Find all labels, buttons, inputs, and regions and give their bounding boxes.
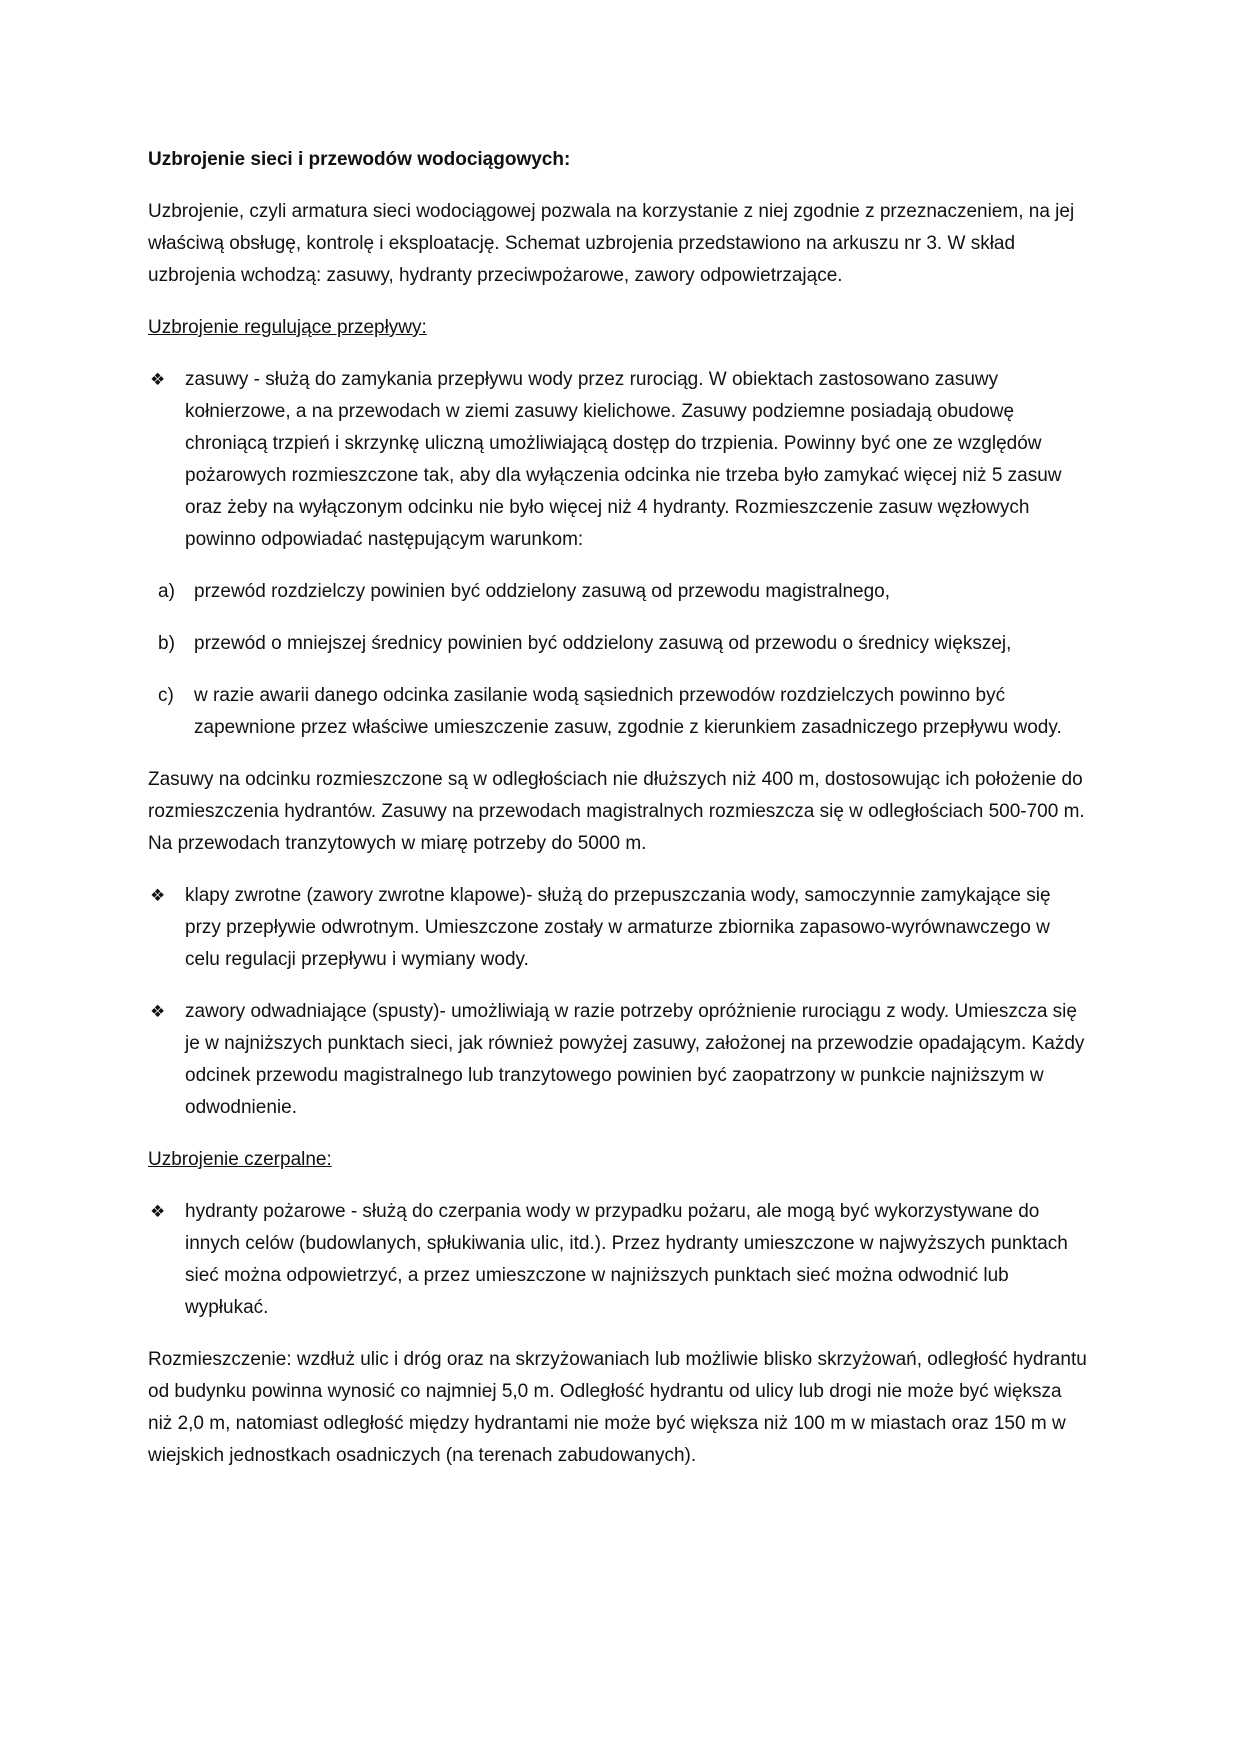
list-item-text: klapy zwrotne (zawory zwrotne klapowe)- służą do przepuszczania wody, samoczynnie zamykające się przy przepływie odwrotnym. Umieszczone zostały w armaturze zbiornika zapasowo-wyrównawczego w celu regulacji przepływu i wymiany wody. xyxy=(185,885,1051,970)
condition-letter: a) xyxy=(158,581,175,602)
placement-paragraph: Rozmieszczenie: wzdłuż ulic i dróg oraz na skrzyżowaniach lub możliwie blisko skrzyżowań, odległość hydrantu od budynku powinna wynosić co najmniej 5,0 m. Odległość hydrantu od ulicy lub drogi nie może być większa niż 2,0 m, natomiast odległość między hydrantami nie może być większa niż 100 m w miastach oraz 150 m w wiejskich jednostkach osadniczych (na terenach zabudowanych). xyxy=(148,1349,1087,1466)
diamond-bullet-icon: ❖ xyxy=(150,1202,166,1221)
condition-text: przewód o mniejszej średnicy powinien być oddzielony zasuwą od przewodu o średnicy większej, xyxy=(194,633,1012,654)
document-page xyxy=(148,144,1088,1492)
diamond-bullet-icon: ❖ xyxy=(150,886,166,905)
diamond-bullet-icon: ❖ xyxy=(150,370,166,389)
condition-item-a xyxy=(148,576,1088,608)
list-item-text: hydranty pożarowe - służą do czerpania wody w przypadku pożaru, ale mogą być wykorzystywane do innych celów (budowlanych, spłukiwania ulic, itd.). Przez hydranty umieszczone w najwyższych punktach sieć można odpowietrzyć, a przez umieszczone w najniższych punktach sieć można odwodnić lub wypłukać. xyxy=(185,1201,1068,1318)
list-item-zasuwy xyxy=(148,364,1088,556)
distance-paragraph: Zasuwy na odcinku rozmieszczone są w odległościach nie dłuższych niż 400 m, dostosowując ich położenie do rozmieszczenia hydrantów. Zasuwy na przewodach magistralnych rozmieszcza się w odległościach 500-700 m. Na przewodach tranzytowych w miarę potrzeby do 5000 m. xyxy=(148,769,1085,854)
document-title: Uzbrojenie sieci i przewodów wodociągowych: xyxy=(148,149,571,170)
intro-paragraph: Uzbrojenie, czyli armatura sieci wodociągowej pozwala na korzystanie z niej zgodnie z przeznaczeniem, na jej właściwą obsługę, kontrolę i eksploatację. Schemat uzbrojenia przedstawiono na arkuszu nr 3. W skład uzbrojenia wchodzą: zasuwy, hydranty przeciwpożarowe, zawory odpowietrzające. xyxy=(148,201,1075,286)
list-item-text: zasuwy - służą do zamykania przepływu wody przez rurociąg. W obiektach zastosowano zasuwy kołnierzowe, a na przewodach w ziemi zasuwy kielichowe. Zasuwy podziemne posiadają obudowę chroniącą trzpień i skrzynkę uliczną umożliwiającą dostęp do trzpienia. Powinny być one ze względów pożarowych rozmieszczone tak, aby dla wyłączenia odcinka nie trzeba było zamykać więcej niż 5 zasuw oraz żeby na wyłączonym odcinku nie było więcej niż 4 hydranty. Rozmieszczenie zasuw węzłowych powinno odpowiadać następującym warunkom: xyxy=(185,369,1062,550)
diamond-bullet-icon: ❖ xyxy=(150,1002,166,1021)
list-item-hydranty xyxy=(148,1196,1088,1324)
condition-letter: c) xyxy=(158,685,174,706)
condition-text: przewód rozdzielczy powinien być oddzielony zasuwą od przewodu magistralnego, xyxy=(194,581,890,602)
list-item-zawory xyxy=(148,996,1088,1124)
condition-letter: b) xyxy=(158,633,175,654)
list-item-text: zawory odwadniające (spusty)- umożliwiają w razie potrzeby opróżnienie rurociągu z wody. Umieszcza się je w najniższych punktach sieci, jak również powyżej zasuwy, założonej na przewodzie opadającym. Każdy odcinek przewodu magistralnego lub tranzytowego powinien być zaopatrzony w punkcie najniższym w odwodnienie. xyxy=(185,1001,1085,1118)
condition-item-c xyxy=(148,680,1088,744)
section-heading-drawing: Uzbrojenie czerpalne: xyxy=(148,1149,332,1170)
condition-item-b xyxy=(148,628,1088,660)
section-heading-regulating: Uzbrojenie regulujące przepływy: xyxy=(148,317,427,338)
list-item-klapy xyxy=(148,880,1088,976)
condition-text: w razie awarii danego odcinka zasilanie wodą sąsiednich przewodów rozdzielczych powinno być zapewnione przez właściwe umieszczenie zasuw, zgodnie z kierunkiem zasadniczego przepływu wody. xyxy=(194,685,1062,738)
